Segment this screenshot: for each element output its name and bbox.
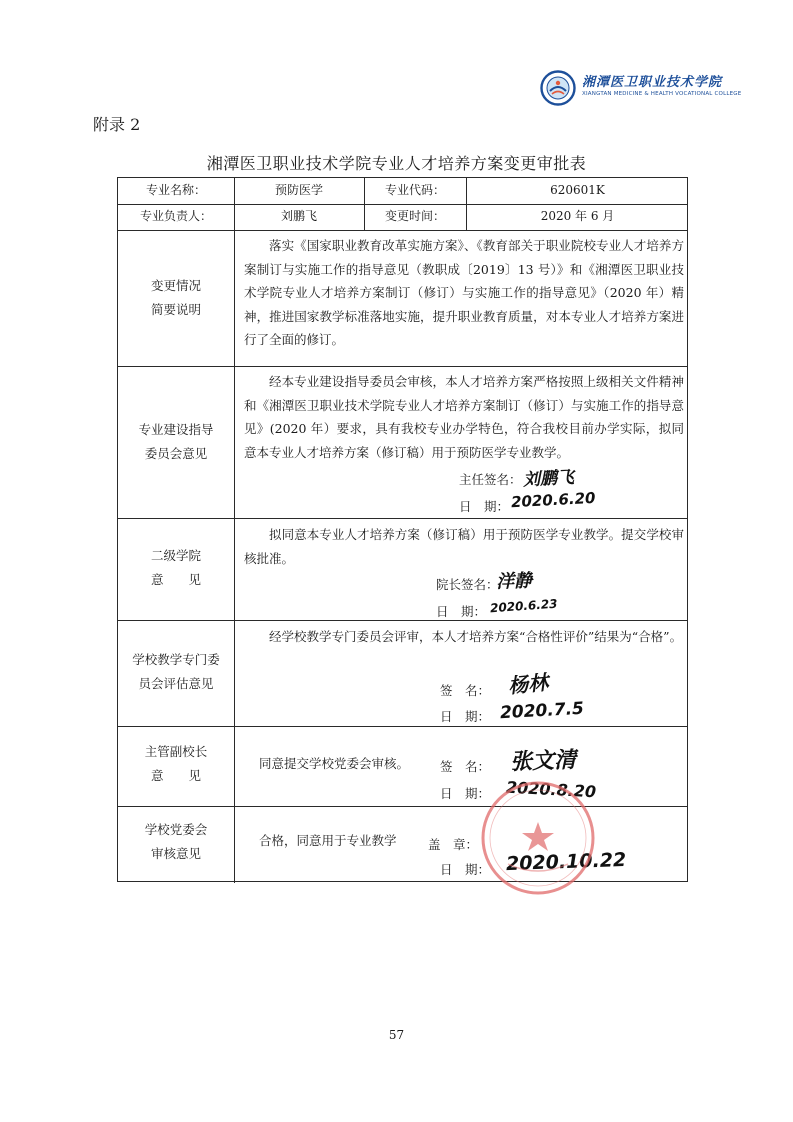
change-time-value: 2020 年 6 月 — [540, 209, 615, 223]
major-name-value: 预防医学 — [274, 183, 323, 197]
page-number: 57 — [388, 1028, 405, 1042]
school-committee-opinion: 经学校教学专门委员会评审，本人才培养方案“合格性评价”结果为“合格”。 — [269, 629, 683, 644]
college-emblem-icon — [540, 70, 576, 106]
party-date-label: 日 期： — [440, 862, 491, 877]
change-time-label: 变更时间： — [384, 209, 445, 223]
party-date: 2020.10.22 — [505, 848, 627, 876]
major-code-value: 620601K — [550, 183, 605, 197]
change-label: 变更情况 简要说明 — [150, 278, 201, 317]
college-date: 2020.6.23 — [489, 596, 558, 616]
committee-sign-label: 主任签名： — [459, 472, 522, 487]
college-opinion: 拟同意本专业人才培养方案（修订稿）用于预防医学专业教学。提交学校审核批准。 — [244, 527, 684, 566]
college-logo — [540, 66, 760, 112]
vp-date-label: 日 期： — [440, 786, 491, 801]
committee-opinion: 经本专业建设指导委员会审核，本人才培养方案严格按照上级相关文件精神和《湘潭医卫职业技术学院专业人才培养方案制订（修订）与实施工作的指导意见》(2020 年）要求，具有我校专业办学特色，符合我校目前办学实际，拟同意本专业人才培养方案（修订稿）用于预防医学专业教学。 — [244, 374, 684, 460]
committee-label: 专业建设指导 委员会意见 — [138, 422, 214, 461]
college-date-label: 日 期： — [436, 604, 487, 619]
college-label: 二级学院 意 见 — [150, 548, 201, 587]
vp-signature: 张文清 — [509, 747, 577, 776]
party-committee-opinion: 合格，同意用于专业教学 — [259, 833, 397, 848]
party-committee-label: 学校党委会 审核意见 — [144, 822, 208, 861]
vice-principal-label: 主管副校长 意 见 — [144, 744, 208, 783]
school-date-label: 日 期： — [440, 709, 491, 724]
official-seal-stamp — [478, 778, 598, 898]
leader-label: 专业负责人： — [139, 209, 212, 223]
school-committee-label: 学校教学专门委 员会评估意见 — [132, 652, 220, 691]
committee-date: 2020.6.20 — [510, 488, 596, 512]
major-name-label: 专业名称： — [145, 183, 206, 197]
appendix-label: 附录 2 — [93, 115, 141, 134]
major-code-label: 专业代码： — [384, 183, 445, 197]
vp-date: 2020.8.20 — [505, 777, 597, 802]
logo-name-en: XIANGTAN MEDICINE & HEALTH VOCATIONAL COLLEGE — [582, 91, 742, 97]
form-title: 湘潭医卫职业技术学院专业人才培养方案变更审批表 — [206, 154, 587, 173]
college-signature: 洋静 — [495, 570, 533, 593]
committee-signature: 刘鹏飞 — [522, 467, 575, 491]
committee-date-label: 日 期： — [459, 499, 510, 514]
leader-value: 刘鹏飞 — [280, 209, 317, 223]
logo-name-cn: 湘潭医卫职业技术学院 — [582, 75, 723, 90]
vp-sign-label: 签 名： — [440, 759, 491, 774]
change-description: 落实《国家职业教育改革实施方案》、《教育部关于职业院校专业人才培养方案制订与实施工作的指导意见（教职成〔2019〕13 号）》和《湘潭医卫职业技术学院专业人才培养方案制订（修订）与实施工作的指导意见》（2020 年）精神，推进国家教学标准落地实施，提升职业教育质量，对本专业人才培养方案进行了全面的修订。 — [244, 238, 684, 347]
party-seal-label: 盖 章： — [428, 837, 479, 852]
vice-principal-opinion: 同意提交学校党委会审核。 — [259, 756, 410, 771]
school-sign-label: 签 名： — [440, 683, 491, 698]
school-signature: 杨林 — [507, 669, 550, 699]
approval-table — [117, 177, 688, 882]
college-sign-label: 院长签名： — [436, 577, 499, 592]
school-date: 2020.7.5 — [499, 698, 585, 724]
